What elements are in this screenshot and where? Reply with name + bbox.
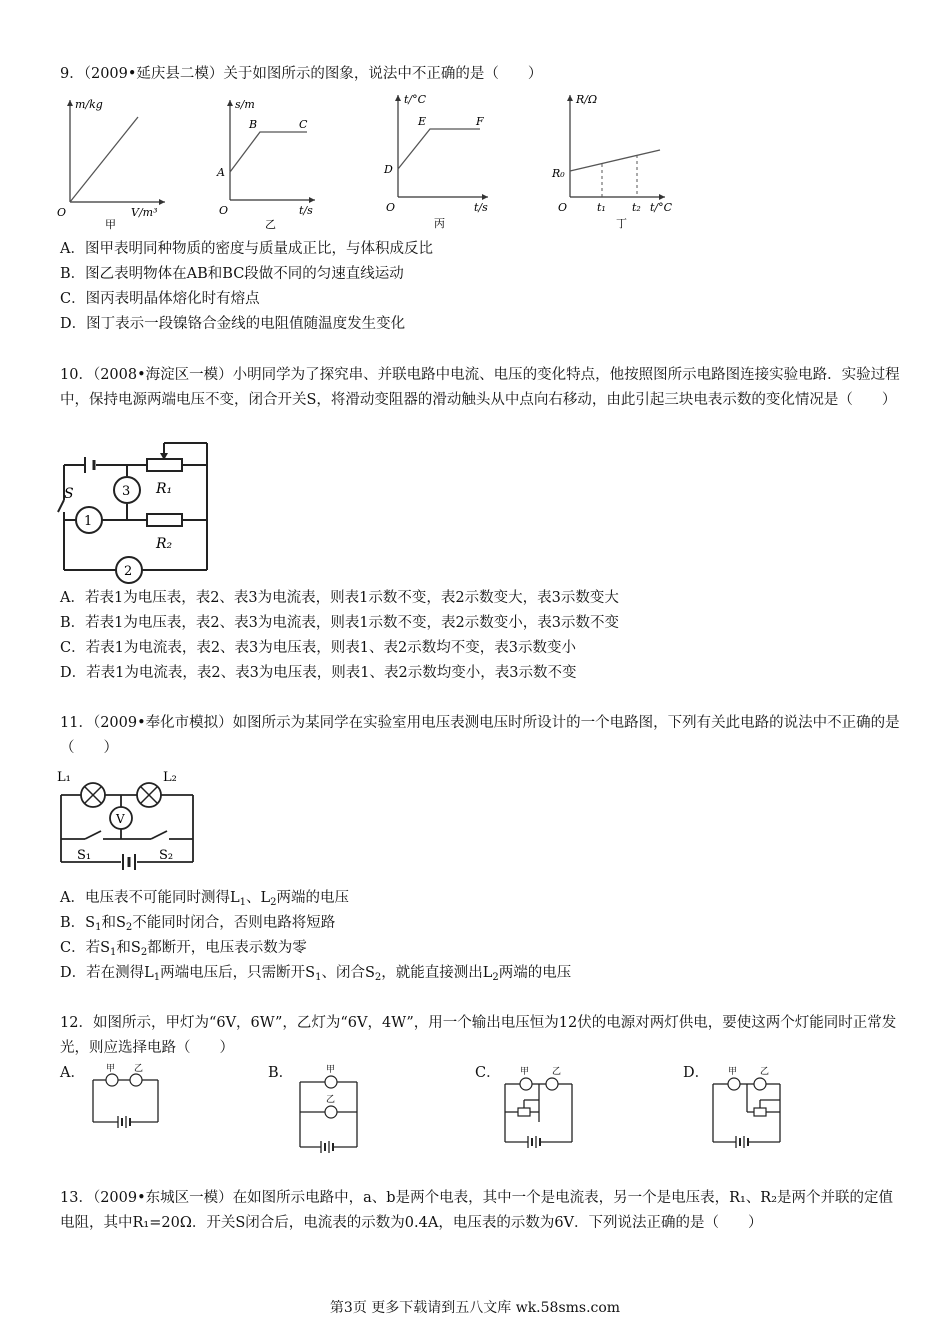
question-11-stem: 11．（2009•奉化市模拟）如图所示为某同学在实验室用电压表测电压时所设计的一个电路图，下列有关此电路的说法中不正确的是（ ） — [60, 715, 900, 756]
lamp-yi-icon — [546, 1078, 558, 1090]
l1-label: L₁ — [57, 770, 71, 785]
ylabel: R/Ω — [576, 93, 598, 106]
voltmeter-label: V — [116, 812, 125, 826]
lamp-yi-label: 乙 — [552, 1067, 562, 1077]
xlabel: t/°C — [650, 201, 673, 214]
graph-ding — [550, 85, 695, 232]
point-d: D — [384, 163, 393, 176]
q10-option-b[interactable]: B．若表1为电压表，表2、表3为电流表，则表1示数不变，表2示数变小，表3示数不变 — [60, 615, 620, 631]
battery-icon — [123, 854, 135, 870]
q12-circuit-b — [295, 1062, 365, 1162]
caption: 乙 — [265, 218, 276, 231]
lamp-yi-icon — [325, 1106, 337, 1118]
q11-option-b[interactable]: B．$S_1$和$S_2$不能同时闭合，否则电路将短路 — [60, 915, 336, 933]
origin: O — [558, 201, 568, 214]
lamp-yi-icon — [754, 1078, 766, 1090]
lamp-yi-label: 乙 — [326, 1095, 336, 1105]
point-c: C — [299, 118, 308, 131]
q11-option-d[interactable]: D．若在测得$L_1$两端电压后，只需断开$S_1$、闭合$S_2$，就能直接测出$L_2$两端的电压 — [60, 965, 572, 983]
switch-label: S — [64, 486, 74, 502]
motion-line — [230, 132, 307, 172]
lamp-jia-label: 甲 — [326, 1065, 336, 1075]
s1-label: S₁ — [77, 848, 92, 863]
lamp-yi-label: 乙 — [134, 1064, 144, 1074]
q11-option-a[interactable]: A．电压表不可能同时测得$L_1$、$L_2$两端的电压 — [60, 890, 349, 908]
q12-circuit-d — [708, 1062, 793, 1162]
question-12-stem: 12．如图所示，甲灯为“6V，6W”，乙灯为“6V，4W”，用一个输出电压恒为12伏的电源对两灯供电，要使这两个灯能同时正常发光，则应选择电路（ ） — [60, 1015, 897, 1056]
question-10-stem: 10．（2008•海淀区一模）小明同学为了探究串、并联电路中电流、电压的变化特点，他按照图所示电路图连接实验电路．实验过程中，保持电源两端电压不变，闭合开关S，将滑动变阻器的滑动触头从中点向右移动，由此引起三块电表示数的变化情况是（ ） — [60, 367, 900, 408]
ylabel: s/m — [235, 98, 255, 111]
q12-option-d[interactable]: D． — [683, 1065, 710, 1081]
q12-option-a[interactable]: A． — [60, 1065, 85, 1081]
lamp-jia-icon — [325, 1076, 337, 1088]
q12-circuit-a — [88, 1062, 168, 1137]
q10-option-c[interactable]: C．若表1为电流表，表2、表3为电压表，则表1、表2示数均不变，表3示数变小 — [60, 640, 576, 656]
q10-option-a[interactable]: A．若表1为电压表，表2、表3为电流表，则表1示数不变，表2示数变大，表3示数变大 — [60, 590, 619, 606]
caption: 丙 — [434, 217, 445, 230]
q12-option-c[interactable]: C． — [475, 1065, 501, 1081]
point-b: B — [249, 118, 258, 131]
rheostat-r1 — [147, 459, 182, 471]
q12-option-b[interactable]: B． — [268, 1065, 294, 1081]
battery-icon — [85, 457, 94, 473]
q10-circuit — [52, 440, 217, 585]
r2-label: R₂ — [156, 536, 173, 552]
lamp-jia-label: 甲 — [728, 1067, 738, 1077]
t1-label: t₁ — [597, 201, 606, 214]
q9-option-d[interactable]: D．图丁表示一段镍铬合金线的电阻值随温度发生变化 — [60, 316, 406, 332]
lamp-jia-icon — [106, 1074, 118, 1086]
point-f: F — [476, 115, 484, 128]
q9-option-a[interactable]: A．图甲表明同种物质的密度与质量成正比，与体积成反比 — [60, 241, 433, 257]
origin: O — [57, 206, 67, 219]
r1-label: R₁ — [156, 481, 173, 497]
proportional-line — [70, 117, 138, 202]
lamp-yi-icon — [130, 1074, 142, 1086]
meter-1-label: 1 — [84, 514, 93, 529]
lamp-jia-icon — [728, 1078, 740, 1090]
s2-label: S₂ — [159, 848, 174, 863]
ylabel: t/°C — [404, 93, 427, 106]
point-a: A — [217, 166, 225, 179]
r0-label: R₀ — [552, 167, 565, 180]
l2-label: L₂ — [163, 770, 177, 785]
xlabel: t/s — [299, 204, 313, 217]
origin: O — [219, 204, 229, 217]
t2-label: t₂ — [632, 201, 641, 214]
meter-3-label: 3 — [122, 484, 131, 499]
graph-jia — [55, 92, 175, 232]
xlabel: V/m³ — [131, 206, 158, 219]
page-footer: 第3页 更多下载请到五八文库 wk.58sms.com — [329, 1300, 621, 1316]
q9-option-b[interactable]: B．图乙表明物体在AB和BC段做不同的匀速直线运动 — [60, 266, 404, 282]
q9-option-c[interactable]: C．图丙表明晶体熔化时有熔点 — [60, 291, 260, 307]
lamp-jia-label: 甲 — [106, 1064, 116, 1074]
question-13-stem: 13．（2009•东城区一模）在如图所示电路中，a、b是两个电表，其中一个是电流表，另一个是电压表，R₁、R₂是两个并联的定值电阻，其中R₁=20Ω．开关S闭合后，电流表的示数为0.4A，电压表的示数为6V．下列说法正确的是（ ） — [60, 1190, 894, 1231]
q12-circuit-c — [500, 1062, 585, 1162]
ylabel: m/kg — [75, 98, 103, 111]
q11-option-c[interactable]: C．若$S_1$和$S_2$都断开，电压表示数为零 — [60, 940, 307, 958]
point-e: E — [418, 115, 427, 128]
question-9-stem: 9．（2009•延庆县二模）关于如图所示的图象，说法中不正确的是（ ） — [60, 66, 543, 82]
xlabel: t/s — [474, 201, 488, 214]
resistance-line — [570, 150, 660, 171]
rheostat-icon — [518, 1108, 530, 1116]
origin: O — [386, 201, 396, 214]
meter-2-label: 2 — [124, 564, 133, 579]
melting-line — [398, 129, 480, 169]
lamp-jia-icon — [520, 1078, 532, 1090]
graph-yi — [215, 92, 325, 232]
q11-circuit — [55, 767, 205, 872]
resistor-r2 — [147, 514, 182, 526]
lamp-jia-label: 甲 — [520, 1067, 530, 1077]
caption: 甲 — [105, 218, 116, 231]
caption: 丁 — [616, 217, 627, 230]
rheostat-icon — [754, 1108, 766, 1116]
lamp-yi-label: 乙 — [760, 1067, 770, 1077]
q10-option-d[interactable]: D．若表1为电流表，表2、表3为电压表，则表1、表2示数均变小，表3示数不变 — [60, 665, 577, 681]
graph-bing — [378, 85, 498, 232]
